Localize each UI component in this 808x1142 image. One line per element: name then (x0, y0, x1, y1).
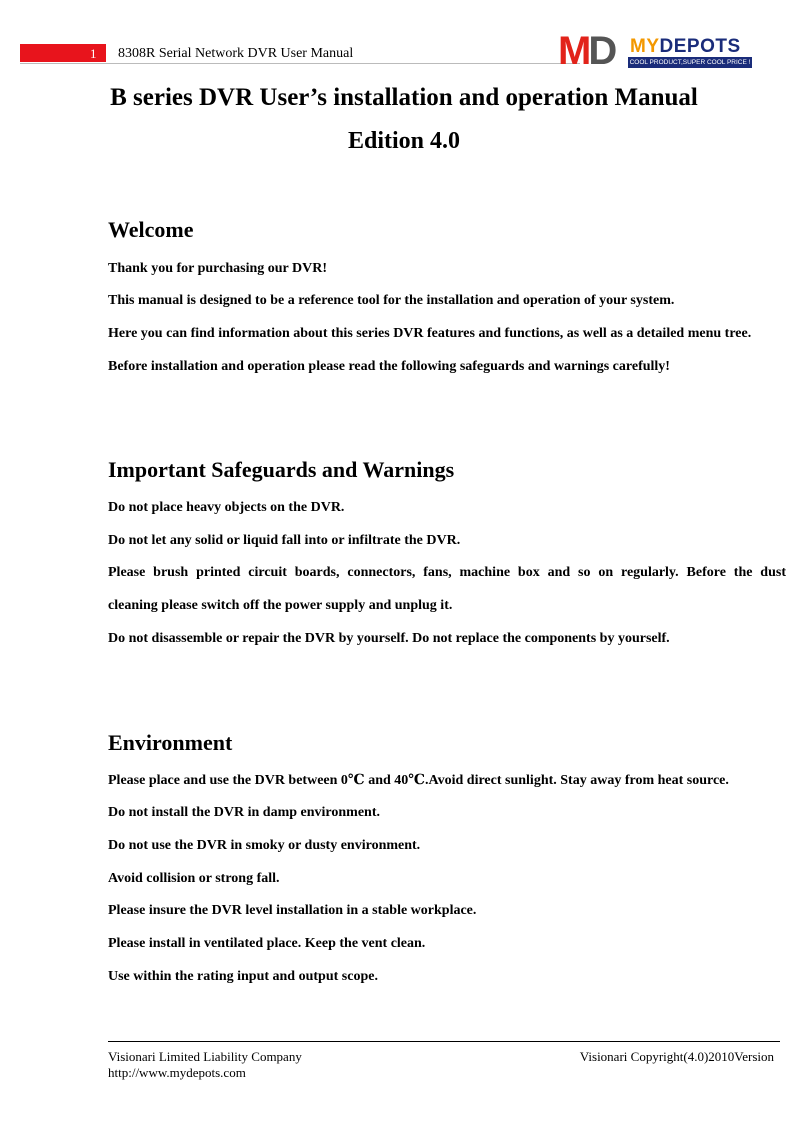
paragraph: cleaning please switch off the power supply and unplug it. (108, 598, 453, 613)
paragraph: Avoid collision or strong fall. (108, 871, 280, 886)
logo-brand-my: MY (630, 36, 660, 57)
paragraph: Do not let any solid or liquid fall into or infiltrate the DVR. (108, 533, 461, 548)
paragraph: Do not use the DVR in smoky or dusty environment. (108, 838, 421, 853)
logo-mark-m: M (558, 29, 589, 73)
paragraph: Please insure the DVR level installation in a stable workplace. (108, 903, 477, 918)
paragraph: Do not disassemble or repair the DVR by yourself. Do not replace the components by yourself. (108, 631, 670, 646)
header-rule (20, 63, 580, 64)
paragraph: This manual is designed to be a reference tool for the installation and operation of your system. (108, 293, 675, 308)
paragraph: Please place and use the DVR between 0℃ and 40℃.Avoid direct sunlight. Stay away from heat source. (108, 773, 729, 788)
paragraph: Do not place heavy objects on the DVR. (108, 500, 345, 515)
logo-mark (558, 29, 615, 73)
logo-mark-d: D (588, 29, 615, 73)
paragraph: Before installation and operation please read the following safeguards and warnings carefully! (108, 359, 670, 374)
paragraph: Please install in ventilated place. Keep the vent clean. (108, 936, 426, 951)
section-heading-safeguards: Important Safeguards and Warnings (108, 457, 455, 482)
document-edition: Edition 4.0 (347, 128, 461, 154)
document-title: B series DVR User’s installation and operation Manual (110, 84, 698, 111)
logo-brand (630, 36, 741, 58)
section-heading-welcome: Welcome (108, 217, 194, 242)
logo-brand-rest: DEPOTS (659, 36, 741, 57)
mydepots-logo (558, 29, 754, 73)
footer-company: Visionari Limited Liability Company (108, 1049, 302, 1064)
logo-tagline: COOL PRODUCT,SUPER COOL PRICE ! (629, 59, 751, 66)
page-number: 1 (90, 46, 97, 61)
footer-url: http://www.mydepots.com (108, 1065, 246, 1080)
paragraph: Thank you for purchasing our DVR! (108, 261, 328, 276)
footer-copyright: Visionari Copyright(4.0)2010Version (579, 1049, 774, 1064)
paragraph: Here you can find information about this series DVR features and functions, as well as a detailed menu tree. (108, 326, 752, 341)
paragraph: Please brush printed circuit boards, connectors, fans, machine box and so on regularly. Before the dust (108, 565, 786, 580)
running-header-title: 8308R Serial Network DVR User Manual (118, 46, 354, 61)
paragraph: Use within the rating input and output scope. (108, 969, 378, 984)
footer-rule (108, 1041, 780, 1042)
section-heading-environment: Environment (108, 730, 233, 755)
paragraph: Do not install the DVR in damp environment. (108, 805, 380, 820)
